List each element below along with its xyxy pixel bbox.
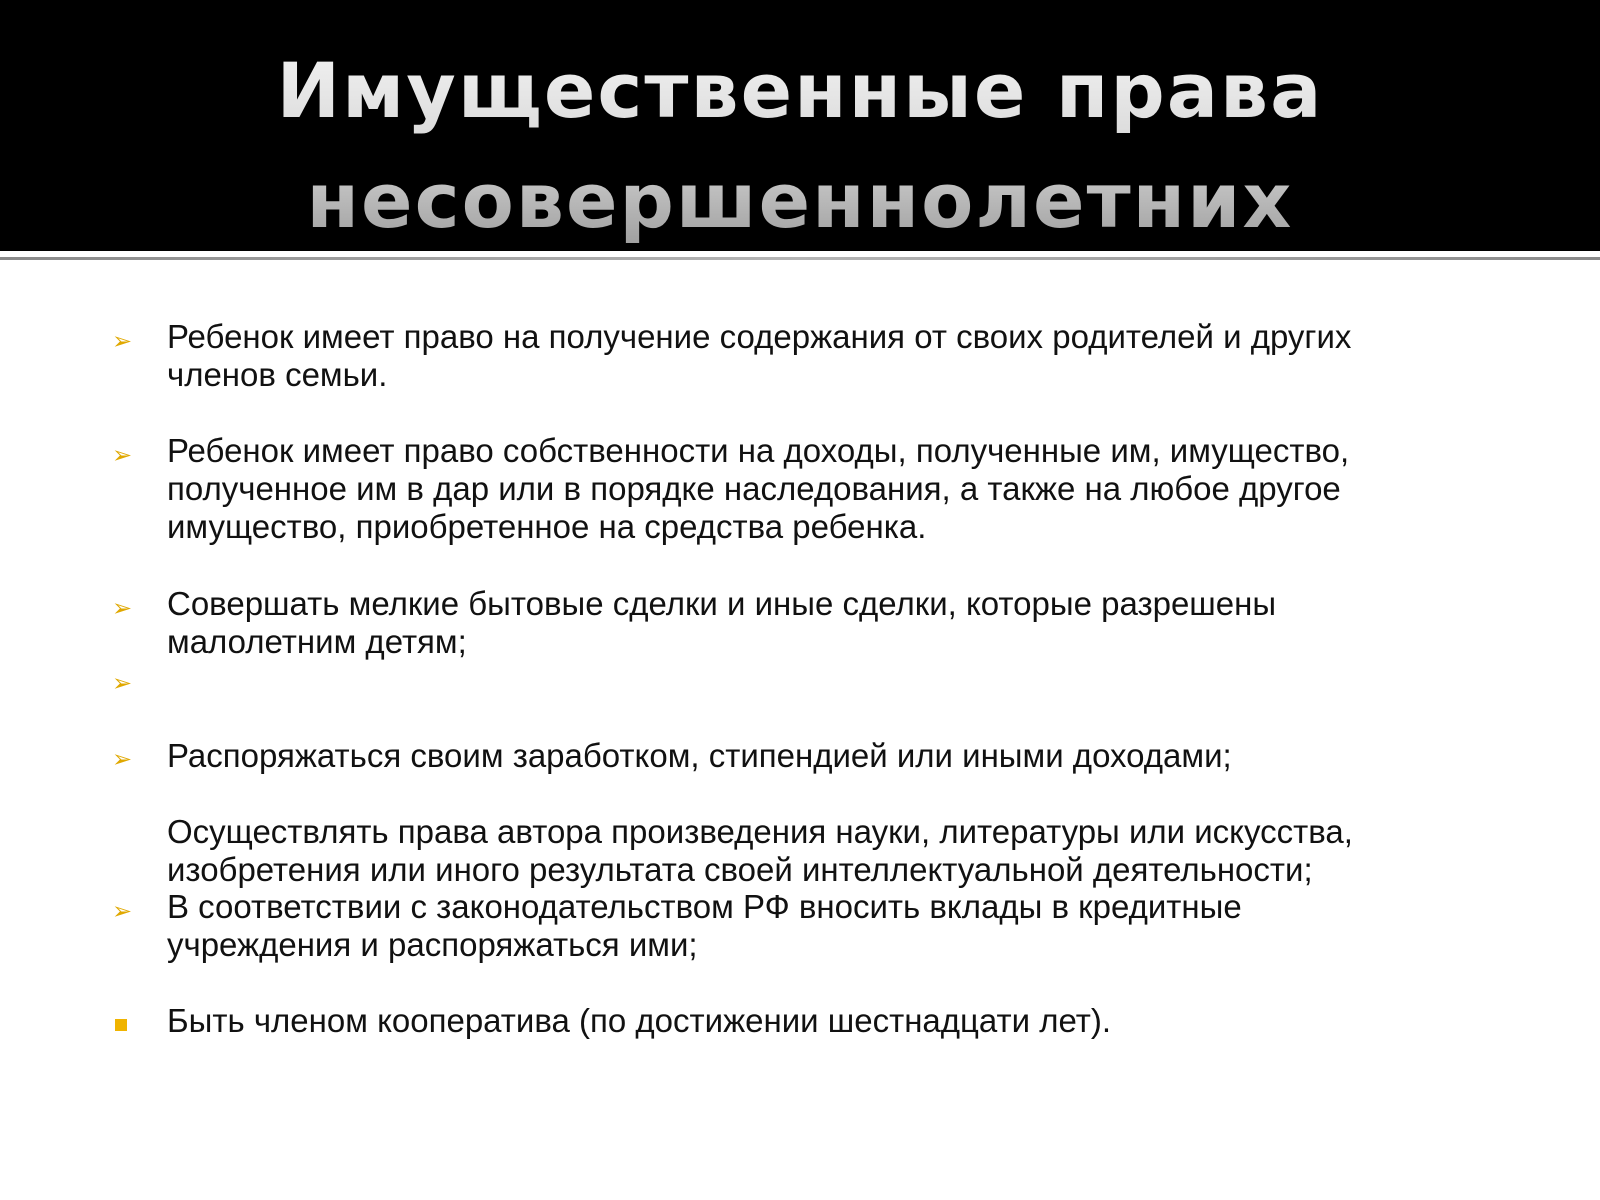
bullet-text-5: Осуществлять права автора произведения науки, литературы или искусства, изобретения или иного результата своей интеллектуальной деятельности; — [167, 813, 1353, 888]
bullet-text-7: Быть членом кооператива (по достижении шестнадцати лет). — [167, 1002, 1112, 1039]
arrow-bullet-icon: ➢ — [112, 441, 133, 469]
slide-title-line-1: Имущественные права — [276, 46, 1324, 135]
arrow-bullet-icon: ➢ — [112, 594, 133, 622]
bullet-text-6: В соответствии с законодательством РФ вносить вклады в кредитные учреждения и распоряжаться ими; — [167, 888, 1242, 963]
bullet-text-3: Совершать мелкие бытовые сделки и иные сделки, которые разрешены малолетним детям; — [167, 585, 1277, 660]
arrow-bullet-icon: ➢ — [112, 327, 133, 355]
arrow-bullet-icon: ➢ — [112, 745, 133, 773]
square-bullet-icon — [115, 1019, 127, 1031]
arrow-bullet-icon: ➢ — [112, 897, 133, 925]
arrow-bullet-icon: ➢ — [112, 669, 133, 697]
bullet-text-1: Ребенок имеет право на получение содержания от своих родителей и других членов семьи. — [167, 318, 1352, 393]
bullet-text-4: Распоряжаться своим заработком, стипендией или иными доходами; — [167, 737, 1232, 774]
slide-title-line-2: несовершеннолетних — [306, 156, 1294, 245]
bullet-text-2: Ребенок имеет право собственности на доходы, полученные им, имущество, полученное им в дар или в порядке наследования, а также на любое другое имущество, приобретенное на средства ребенка. — [167, 432, 1350, 545]
